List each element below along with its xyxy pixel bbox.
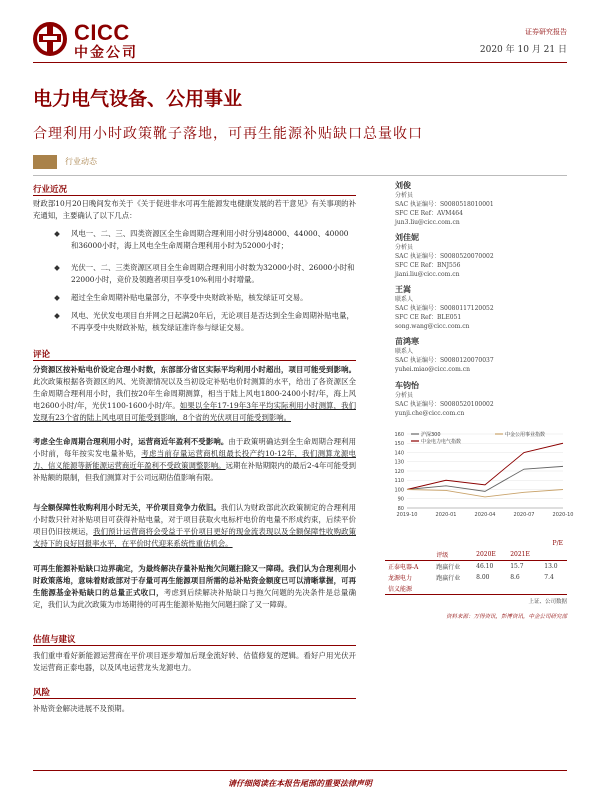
bullet-text: 光伏一、二、三类资源区项目全生命周期合理利用小时数为32000小时、26000小时和22000小时，竞价及领跑者项目享受10%利用小时增量。	[71, 263, 355, 284]
table-cell[interactable]: 信义能源	[388, 586, 413, 593]
analyst-email[interactable]: jun3.liu@cicc.com.cn	[395, 219, 460, 226]
y-tick-label: 120	[394, 468, 404, 475]
review-p1-lead: 分资源区按补贴电价设定合理小时数，东部部分省区实际平均利用小时超出，项目可能受到影响。	[33, 365, 356, 374]
y-tick-label: 80	[397, 505, 404, 512]
bullet-icon	[54, 313, 60, 319]
summary-intro: 财政部10月20日晚间发布关于《关于促进非水可再生能源发电健康发展的若干意见》有关事项的补充通知，主要确认了以下几点：	[33, 199, 356, 220]
analyst-sac: SAC 执证编号：S0080518010001	[395, 201, 494, 208]
title-divider	[33, 175, 567, 176]
review-paragraph-4	[33, 563, 356, 611]
bullet-text: 超过全生命周期补贴电量部分，不享受中央财政补贴，核发绿证可交易。	[71, 293, 308, 302]
footer-disclaimer[interactable]: 请仔细阅读在本报告尾部的重要法律声明	[228, 778, 372, 788]
section-risk-title: 风险	[33, 688, 51, 698]
table-header	[385, 549, 433, 561]
analyst-card	[395, 380, 567, 424]
analyst-role: 分析员	[395, 244, 414, 251]
bullet-icon	[54, 265, 60, 271]
y-tick-label: 100	[394, 487, 404, 494]
section-summary-title: 行业近况	[33, 185, 68, 195]
report-tag: 行业动态	[65, 157, 97, 166]
section-line	[33, 195, 356, 196]
series-line-0	[407, 466, 563, 491]
review-p2-underline: 考虑当前存量运营商机组最长投产约10-12年，我们测算龙源电力、信义能源等新能源运营商近年盈利不受政策调整影响。	[33, 449, 356, 470]
review-p2-lead: 考虑全生命周期合理利用小时，运营商近年盈利不受影响。	[33, 437, 229, 446]
table-source: 上证、公司数据	[528, 599, 567, 605]
x-tick-label: 2020-04	[474, 512, 496, 518]
series-line-1	[407, 443, 563, 489]
review-p1-underline: 如果以全年17-19年3年平均实际利用小时测算，我们发现有23个省的陆上风电项目可能受到影响，8个省的光伏项目可能受到影响。	[33, 401, 356, 422]
valuation-text: 我们重申看好新能源运营商在平价项目逐步增加后现金流好转、估值修复的逻辑。看好户用光伏开发运营商正泰电器，以及风电运营龙头龙源电力。	[33, 651, 356, 672]
analyst-email[interactable]: song.wang@cicc.com.cn	[395, 323, 470, 330]
table-cell: 跑赢行业	[436, 564, 461, 571]
review-p1-body: 此次政策根据各资源区的风、光资源情况以及当初设定补贴电价时测算的水平，给出了各资源区全生命周期合理利用小时，我们按20年生命周期测算，相当于陆上风电1800-2400小时/年，海上风电2600小时/年，光伏1100-1600小时/年。	[33, 377, 356, 410]
table-header: 评级	[436, 552, 449, 559]
table-cell: 13.0	[544, 563, 558, 570]
review-p3-underline: 我们预计运营商将会受益于平价项目更好的现金流表现以及全额保障性收购政策支持下的良好回报率水平，在平价时代迎来系统性重估机会。	[33, 527, 356, 548]
report-date: 2020 年 10 月 21 日	[479, 45, 567, 55]
bullet-icon	[54, 295, 60, 301]
tag-bar	[33, 155, 57, 169]
logo-text-cn: 中金公司	[74, 45, 138, 61]
analyst-role: 联系人	[395, 348, 414, 355]
table-header-row	[385, 549, 567, 561]
analyst-card	[395, 180, 567, 232]
cicc-logo-icon	[33, 22, 67, 56]
analyst-sfc: SFC CE Ref：BNJ556	[395, 262, 461, 269]
table-cell	[541, 583, 567, 595]
table-cell: 跑赢行业	[436, 575, 461, 582]
review-p2-body: 由于政策明确达到全生命周期合理利用小时前，每年按实发电量补贴，	[33, 437, 356, 458]
series-line-2	[407, 490, 563, 497]
table-cell: 8.00	[476, 574, 490, 581]
review-paragraph-2	[33, 436, 356, 484]
analyst-sac: SAC 执证编号：S0080520070002	[395, 253, 494, 260]
y-tick-label: 90	[397, 496, 404, 503]
y-tick-label: 150	[394, 441, 404, 448]
footer-divider	[33, 770, 567, 771]
report-type: 证券研究报告	[525, 28, 567, 36]
report-headline: 合理利用小时政策靴子落地，可再生能源补贴缺口总量收口	[33, 126, 423, 142]
x-tick-label: 2020-01	[435, 512, 457, 518]
table-cell: 7.4	[544, 574, 554, 581]
bullet-text: 风电一、二、三、四类资源区全生命周期合理利用小时分别48000、44000、40000和36000小时，海上风电全生命周期合理利用小时为52000小时；	[71, 229, 349, 250]
analyst-email[interactable]: jiani.liu@cicc.com.cn	[395, 271, 460, 278]
x-tick-label: 2019-10	[396, 512, 418, 518]
bullet-item	[55, 310, 355, 336]
table-cell	[433, 583, 473, 595]
review-p3-body: 我们认为财政部此次政策制定的合理利用小时数只针对补贴项目可获得补贴电量，对于项目获取火电标杆电价的电量不形成约束，后续平价项目仍旧按规运，	[33, 503, 356, 536]
review-p3-lead: 与全额保障性收购利用小时无关，平价项目竞争力依旧。	[33, 503, 221, 512]
analyst-sac: SAC 执证编号：S0080117120052	[395, 305, 494, 312]
chart-lines	[407, 443, 563, 497]
review-p2-tail: 远期在补贴期限内的最后2-4年可能受到补贴额的限制，但我们测算对于公司远期估值影响有限。	[33, 461, 356, 482]
analyst-name: 刘俊	[395, 180, 411, 190]
table-cell: 15.7	[510, 563, 524, 570]
table-header: 2021E	[510, 551, 530, 558]
analyst-name: 车钧怡	[395, 380, 419, 390]
chart-note: 资料来源：万得资讯，彭博资讯，中金公司研究部	[445, 614, 567, 620]
table-cell[interactable]: 龙源电力	[388, 575, 413, 582]
table-cell	[473, 583, 507, 595]
index-performance-chart	[385, 428, 574, 523]
table-cell	[507, 583, 541, 595]
bullet-item	[55, 292, 355, 306]
analyst-role: 分析员	[395, 392, 414, 399]
analyst-role: 联系人	[395, 296, 414, 303]
analyst-email[interactable]: yunji.che@cicc.com.cn	[395, 410, 465, 417]
table-row	[385, 583, 567, 595]
analyst-card	[395, 284, 567, 336]
y-tick-label: 130	[394, 459, 404, 466]
header-divider	[33, 62, 567, 63]
risk-text: 补贴资金解决进展不及预期。	[33, 704, 130, 713]
bullet-item	[55, 228, 355, 264]
y-tick-label: 140	[394, 450, 404, 457]
table-cell: 46.10	[476, 563, 494, 570]
analyst-name: 王嵩	[395, 284, 411, 294]
table-subheader: P/E	[552, 540, 563, 547]
y-tick-label: 110	[394, 478, 404, 485]
analyst-sac: SAC 执证编号：S0080520100002	[395, 401, 494, 408]
x-tick-label: 2020-10	[552, 512, 574, 518]
analyst-sfc: SFC CE Ref：BLE051	[395, 314, 462, 321]
table-row	[385, 561, 567, 573]
section-line	[33, 698, 356, 699]
analyst-name: 苗鸿寒	[395, 336, 419, 346]
review-p4-body: 考虑到后续解决补贴缺口与拖欠问题的先决条件是总量确定，我们认为此次政策为市场期待的可再生能源补贴拖欠问题扫除了又一障碍。	[33, 588, 356, 609]
chart-legend	[411, 431, 545, 445]
table-header: 2020E	[476, 551, 496, 558]
legend-label: 中金电力电气指数	[421, 438, 462, 445]
sector-title: 电力电气设备、公用事业	[33, 88, 243, 110]
review-paragraph-1	[33, 364, 356, 424]
analyst-sfc: SFC CE Ref：AVM464	[395, 210, 463, 217]
section-line	[33, 360, 356, 361]
analyst-email[interactable]: yuhei.miao@cicc.com.cn	[395, 366, 470, 373]
analyst-card	[395, 232, 567, 284]
y-tick-label: 160	[394, 431, 404, 438]
section-valuation-title: 估值与建议	[33, 635, 76, 645]
analyst-role: 分析员	[395, 192, 414, 199]
review-paragraph-3	[33, 502, 356, 550]
review-p4-lead: 可再生能源补贴缺口边界确定，为最终解决存量补贴拖欠问题扫除又一障碍。我们认为合理利用小时政策落地，意味着财政部对于存量可再生能源项目所需的总补贴资金额度已可以清晰掌握，可再生能源基金补贴缺口的总量正式收口，	[33, 564, 356, 597]
rating-table	[385, 540, 567, 605]
table-cell[interactable]: 正泰电器-A	[388, 564, 419, 571]
section-line	[33, 645, 356, 646]
legend-label: 沪深300	[421, 431, 441, 438]
bullet-text: 风电、光伏发电项目自并网之日起满20年后，无论项目是否达到全生命周期补贴电量，不再享受中央财政补贴，核发绿证准许参与绿证交易。	[71, 311, 354, 332]
analyst-sac: SAC 执证编号：S0080120070037	[395, 357, 494, 364]
legend-label: 中金公用事业指数	[505, 431, 546, 438]
x-tick-label: 2020-07	[513, 512, 535, 518]
logo-text-en: CICC	[74, 20, 130, 45]
table-row	[385, 572, 567, 583]
table-cell: 8.6	[510, 574, 520, 581]
section-review-title: 评论	[33, 350, 51, 360]
bullet-icon	[54, 231, 60, 237]
analyst-card	[395, 336, 567, 380]
analyst-name: 刘佳妮	[395, 232, 419, 242]
analyst-list	[395, 180, 567, 424]
